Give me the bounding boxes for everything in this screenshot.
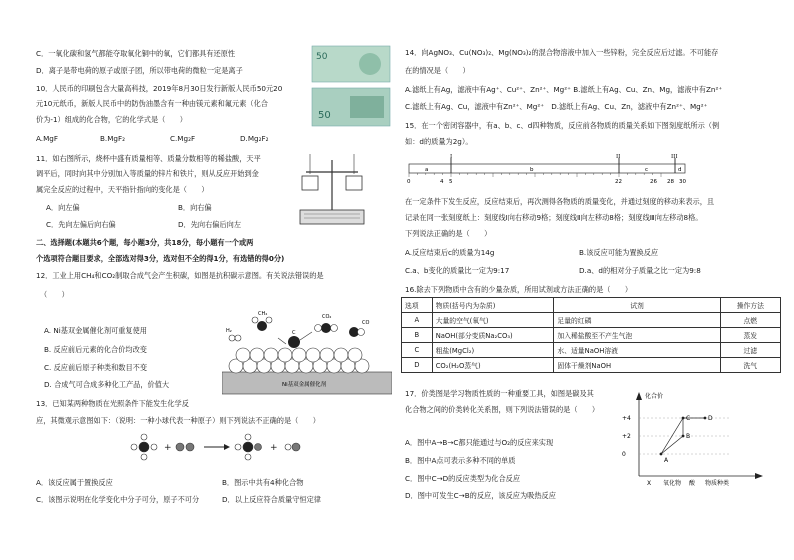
point-D bbox=[704, 417, 707, 420]
tick-30: 30 bbox=[679, 179, 686, 185]
mark-III: III bbox=[671, 154, 678, 160]
q12-line2: （ ） bbox=[40, 290, 69, 299]
q17-line2: 化合物之间的价类转化关系图，则下列说法错误的是（ ） bbox=[405, 405, 600, 414]
q10-option-a: A.MgF bbox=[36, 134, 58, 143]
svg-text:+: + bbox=[164, 443, 172, 453]
q13-option-d: D．以上反应符合质量守恒定律 bbox=[222, 495, 321, 504]
table-header-row bbox=[402, 298, 781, 313]
molecule-reaction-diagram bbox=[120, 426, 330, 468]
q13-line1: 13．已知某两种物质在光照条件下能发生化学反 bbox=[36, 399, 189, 408]
q11-option-a: A．向左偏 bbox=[46, 203, 80, 212]
table-row: B NaOH(部分变质Na₂CO₃) 加入稀盐酸至不产生气泡 蒸发 bbox=[402, 328, 781, 343]
q11-option-d: D．先向右偏后向左 bbox=[178, 220, 242, 229]
point-label: D bbox=[708, 415, 713, 422]
q14-line1: 14．向AgNO₃、Cu(NO₃)₂、Mg(NO₃)₂的混合物溶液中加入一些锌粉，完全反应后过滤。不可能存 bbox=[405, 48, 719, 57]
y-tick-label: +4 bbox=[622, 415, 631, 422]
catalyst-label: Ni基双金属催化剂 bbox=[282, 382, 327, 388]
header-substance: 物质(括号内为杂质) bbox=[432, 298, 554, 313]
tick-4: 4 bbox=[440, 179, 444, 185]
q12-option-c: C. 反应前后原子种类和数目不变 bbox=[44, 363, 148, 372]
q15-line2: 如：d的质量为2g）。 bbox=[405, 137, 473, 146]
point-label: A bbox=[664, 457, 669, 464]
q11-option-b: B．向右偏 bbox=[178, 203, 212, 212]
svg-text:50: 50 bbox=[316, 52, 328, 62]
q9-option-d: D．离子是带电荷的原子或原子团，所以带电荷的微粒一定是离子 bbox=[36, 66, 243, 75]
table-row: A 大量的空气(氧气) 足量的红磷 点燃 bbox=[402, 313, 781, 328]
q10-option-b: B.MgF₂ bbox=[100, 134, 125, 143]
tick-0: 0 bbox=[407, 179, 411, 185]
q11-line2: 调平后，同时向其中分别加入等质量的锌片和铁片，则从反应开始到金 bbox=[36, 169, 259, 178]
section-2-heading-line1: 二、选择题(本题共6个题，每小题3分，共18分，每小题有一个或两 bbox=[36, 238, 254, 247]
q17-option-c: C．图中C→D的反应类型为化合反应 bbox=[405, 474, 521, 483]
chart-title: 化合价 bbox=[645, 393, 664, 400]
q11-option-c: C．先向左偏后向右偏 bbox=[46, 220, 116, 229]
q17-option-d: D．图中可发生C→B的反应，该反应为吸热反应 bbox=[405, 491, 556, 500]
q10-option-d: D.Mg₂F₂ bbox=[240, 134, 269, 143]
segment-a: a bbox=[425, 167, 429, 173]
q9-option-c: C．一氧化碳和氢气都能夺取氧化铜中的氧，它们都具有还原性 bbox=[36, 49, 236, 58]
impurity-table bbox=[401, 297, 781, 373]
q12-option-b: B. 反应前后元素的化合价均改变 bbox=[44, 345, 147, 354]
q13-option-c: C．该图示说明在化学变化中分子可分，原子不可分 bbox=[36, 495, 200, 504]
q11-line3: 属完全反应的过程中，天平指针指向的变化是（ ） bbox=[36, 185, 209, 194]
x-axis-arrow bbox=[755, 473, 763, 479]
q17-option-a: A．图中A→B→C都只能通过与O₂的反应来实现 bbox=[405, 438, 554, 447]
q12-option-a: A. Ni基双金属催化剂可重复使用 bbox=[44, 326, 147, 335]
point-A bbox=[660, 453, 663, 456]
x-category-label: X bbox=[647, 480, 652, 487]
header-option: 选项 bbox=[402, 298, 433, 313]
mark-I: I bbox=[450, 154, 453, 160]
q15-option-a: A.反应结束后c的质量为14g bbox=[405, 248, 495, 257]
q13-option-a: A．该反应属于置换反应 bbox=[36, 478, 113, 487]
banknote-image bbox=[310, 44, 392, 130]
q14-line2: 在的情况是（ ） bbox=[405, 66, 470, 75]
q12-option-d: D. 合成气可合成多种化工产品，价值大 bbox=[44, 380, 170, 389]
q13-line2: 应，其微观示意图如下：（说明：一种小球代表一种原子）则下列说法不正确的是（ ） bbox=[36, 416, 320, 425]
point-B bbox=[682, 435, 685, 438]
q10-line1: 10．人民币的印刷包含大量高科技，2019年8月30日发行新版人民币50元20 bbox=[36, 84, 283, 93]
y-tick-label: 0 bbox=[622, 451, 626, 458]
x-category-label: 氧化物 bbox=[663, 480, 682, 487]
point-C bbox=[682, 417, 685, 420]
point-label: C bbox=[686, 415, 691, 422]
q10-line3: 价为-1）组成的化合物，它的化学式是（ ） bbox=[36, 115, 187, 124]
tick-26: 26 bbox=[650, 179, 657, 185]
q15-line4: 记录在同一张刻度纸上：刻度线Ⅰ向右移动9格；刻度线Ⅱ向左移动8格；刻度线Ⅲ向左移动8格。 bbox=[405, 213, 703, 222]
q17-option-b: B．图中A点可表示多种不同的单质 bbox=[405, 456, 516, 465]
svg-text:50: 50 bbox=[318, 110, 331, 121]
h2-label: H₂ bbox=[226, 328, 232, 334]
segment-b: b bbox=[530, 167, 534, 173]
x-category-label: 物质种类 bbox=[705, 480, 730, 487]
point-label: B bbox=[686, 433, 691, 440]
header-reagent: 试剂 bbox=[554, 298, 720, 313]
q15-option-c: C.a、b变化的质量比一定为9:17 bbox=[405, 266, 510, 275]
q15-line1: 15．在一个密闭容器中，有a、b、c、d四种物质，反应前各物质的质量关系如下图刻度纸所示（例 bbox=[405, 121, 720, 130]
q10-option-c: C.Mg₂F bbox=[170, 134, 196, 143]
segment-d: d bbox=[678, 167, 682, 173]
q14-option-cd: C.滤纸上有Ag、Cu，滤液中有Zn²⁺、Mg²⁺ D.滤纸上有Ag、Cu、Zn，滤液中有Zn²⁺、Mg²⁺ bbox=[405, 102, 708, 111]
svg-text:+: + bbox=[270, 443, 278, 453]
q17-line1: 17．价类图是学习物质性质的一种重要工具，如图是碳及其 bbox=[405, 389, 594, 398]
mark-II: II bbox=[616, 154, 621, 160]
ch4-label: CH₄ bbox=[258, 311, 268, 317]
q15-line3: 在一定条件下发生反应，反应结束后，再次测得各物质的质量变化，并通过刻度的移动来表示，且 bbox=[405, 197, 715, 206]
tick-22: 22 bbox=[615, 179, 622, 185]
q14-option-ab: A.滤纸上有Ag，滤液中有Ag⁺、Cu²⁺、Zn²⁺、Mg²⁺ B.滤纸上有Ag、Cu、Zn、Mg，滤液中有Zn²⁺ bbox=[405, 85, 723, 94]
table-row: C 粗盐(MgCl₂) 水、适量NaOH溶液 过滤 bbox=[402, 343, 781, 358]
scale-paper bbox=[405, 150, 693, 190]
segment-c: c bbox=[645, 167, 649, 173]
transform-line bbox=[661, 436, 683, 454]
catalyst-diagram bbox=[222, 310, 392, 396]
q15-option-d: D.a、d的相对分子质量之比一定为9:8 bbox=[579, 266, 701, 275]
q16-line1: 16.除去下列物质中含有的少量杂质，所用试剂或方法正确的是（ ） bbox=[405, 285, 633, 294]
table-row: D CO₂(H₂O蒸气) 固体干燥剂NaOH 洗气 bbox=[402, 358, 781, 373]
valence-class-chart bbox=[619, 388, 769, 488]
y-tick-label: +2 bbox=[622, 433, 631, 440]
header-method: 操作方法 bbox=[720, 298, 780, 313]
q15-line5: 下列说法正确的是（ ） bbox=[405, 229, 492, 238]
q15-option-b: B.该反应可能为置换反应 bbox=[579, 248, 659, 257]
balance-image bbox=[296, 150, 368, 230]
c-label: C bbox=[292, 330, 296, 336]
tick-5: 5 bbox=[449, 179, 453, 185]
q10-line2: 元10元纸币，新版人民币中的防伪油墨含有一种由镁元素和氟元素（化合 bbox=[36, 99, 268, 108]
q13-option-b: B．图示中共有4种化合物 bbox=[222, 478, 304, 487]
co2-label: CO₂ bbox=[322, 314, 332, 320]
q11-line1: 11．如右图所示，烧杯中盛有质量相等、质量分数相等的稀盐酸，天平 bbox=[36, 154, 261, 163]
right-column bbox=[397, 0, 794, 560]
q12-line1: 12．工业上用CH₄和CO₂制取合成气会产生积碳，如图是抗积碳示意图。有关说法错误的是 bbox=[36, 271, 324, 280]
y-axis-arrow bbox=[636, 392, 642, 400]
section-2-heading-line2: 个选项符合题目要求，全部选对得3分，选对但不全的得1分，有选错的得0分) bbox=[36, 254, 285, 263]
co-label: CO bbox=[362, 320, 370, 326]
x-category-label: 酸 bbox=[689, 480, 696, 487]
tick-28: 28 bbox=[667, 179, 674, 185]
